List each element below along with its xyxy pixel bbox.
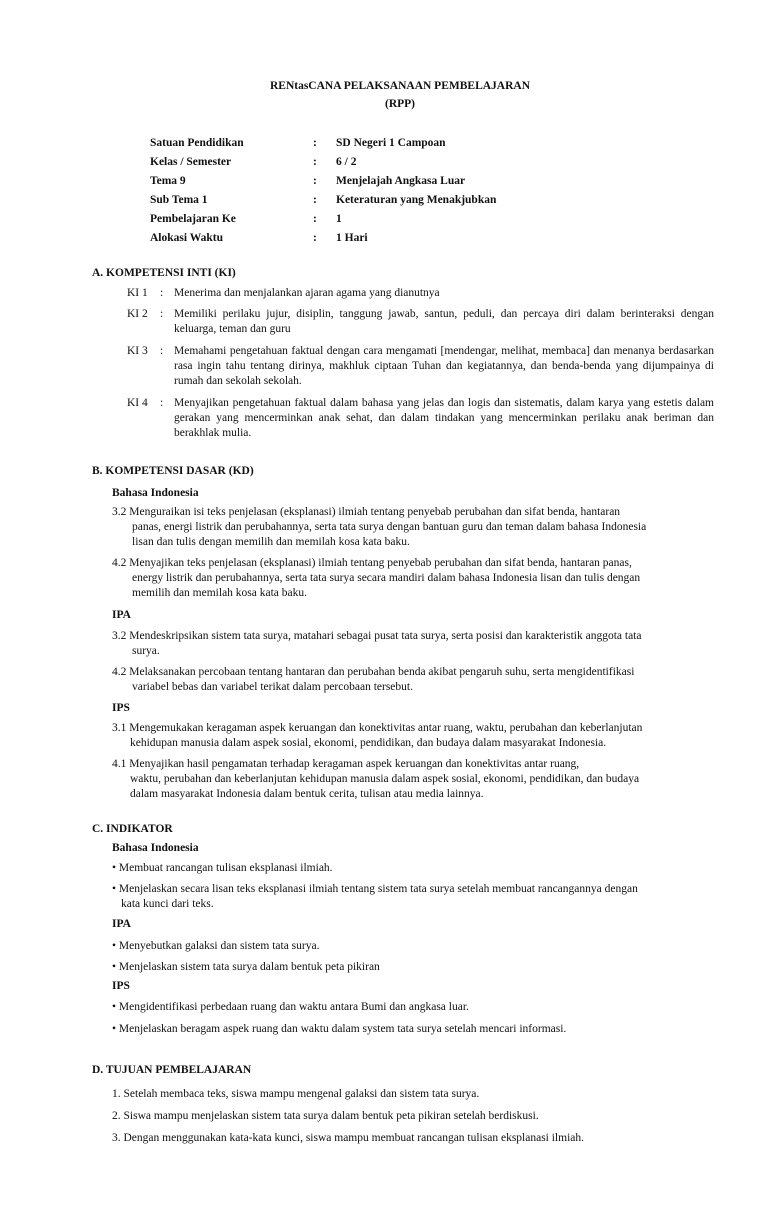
objective-item: 3. Dengan menggunakan kata-kata kunci, siswa mampu membuat rancangan tulisan eksplanasi ilmiah. bbox=[112, 1132, 584, 1144]
indicator-line: kata kunci dari teks. bbox=[121, 898, 214, 910]
indicator-item bbox=[112, 1000, 712, 1015]
ki-text: Menerima dan menjalankan ajaran agama yang dianutnya bbox=[174, 287, 440, 299]
kd-item-line: 4.2 Melaksanakan percobaan tentang hantaran dan perubahan benda akibat pengaruh suhu, serta mengidentifikasi bbox=[112, 666, 635, 678]
ki-code: KI 3 bbox=[127, 345, 148, 357]
ki-colon: : bbox=[160, 397, 164, 409]
identity-colon: : bbox=[313, 137, 317, 149]
ki-text: Memiliki perilaku jujur, disiplin, tanggung jawab, santun, peduli, dan percaya diri dalam berinteraksi dengan keluarga, teman dan guru bbox=[174, 308, 714, 335]
ki-colon: : bbox=[160, 308, 164, 320]
indicator-item bbox=[112, 882, 712, 912]
identity-colon: : bbox=[313, 213, 317, 225]
document-title: RENtasCANA PELAKSANAAN PEMBELAJARAN bbox=[269, 80, 531, 92]
identity-label: Alokasi Waktu bbox=[150, 232, 223, 244]
indicator-line: • Menyebutkan galaksi dan sistem tata surya. bbox=[112, 940, 320, 952]
section-a-heading: A. KOMPETENSI INTI (KI) bbox=[92, 267, 236, 279]
kd-item-line: 3.1 Mengemukakan keragaman aspek keruangan dan konektivitas antar ruang, waktu, perubahan dan keberlanjutan bbox=[112, 722, 643, 734]
identity-label: Kelas / Semester bbox=[150, 156, 232, 168]
indicator-line: • Menjelaskan sistem tata surya dalam bentuk peta pikiran bbox=[112, 961, 380, 973]
kd-item-line: surya. bbox=[132, 645, 160, 657]
kd-item-line: variabel bebas dan variabel terikat dalam percobaan tersebut. bbox=[132, 681, 413, 693]
identity-value: 1 bbox=[336, 213, 342, 225]
identity-value: Keteraturan yang Menakjubkan bbox=[336, 194, 497, 206]
indicator-line: • Menjelaskan beragam aspek ruang dan waktu dalam system tata surya setelah mencari informasi. bbox=[112, 1023, 567, 1035]
identity-value: 6 / 2 bbox=[336, 156, 357, 168]
subject-heading-ipa: IPA bbox=[112, 609, 131, 621]
indicator-line: • Menjelaskan secara lisan teks eksplanasi ilmiah tentang sistem tata surya setelah membuat rancangannya dengan bbox=[112, 883, 638, 895]
section-b-heading: B. KOMPETENSI DASAR (KD) bbox=[92, 465, 254, 477]
subject-heading-ipa: IPA bbox=[112, 918, 131, 930]
document-subtitle: (RPP) bbox=[384, 98, 415, 110]
identity-label: Satuan Pendidikan bbox=[150, 137, 244, 149]
kd-item-line: 4.1 Menyajikan hasil pengamatan terhadap keragaman aspek keruangan dan konektivitas antar ruang, bbox=[112, 758, 580, 770]
ki-colon: : bbox=[160, 287, 164, 299]
indicator-item bbox=[112, 960, 712, 975]
identity-colon: : bbox=[313, 232, 317, 244]
subject-heading-ips: IPS bbox=[112, 702, 130, 714]
indicator-item bbox=[112, 861, 712, 876]
kd-item-line: energy listrik dan perubahannya, serta tata surya secara mandiri dalam bahasa Indonesia lisan dan tulis dengan bbox=[132, 572, 641, 584]
kd-item bbox=[112, 665, 712, 695]
identity-colon: : bbox=[313, 194, 317, 206]
kd-item-line: 3.2 Mendeskripsikan sistem tata surya, matahari sebagai pusat tata surya, serta posisi dan karakteristik anggota tata bbox=[112, 630, 642, 642]
subject-heading-bahasa: Bahasa Indonesia bbox=[112, 842, 199, 854]
kd-item-line: memilih dan memilah kosa kata baku. bbox=[132, 587, 308, 599]
subject-heading-bahasa: Bahasa Indonesia bbox=[112, 487, 199, 499]
kd-item-line: 4.2 Menyajikan teks penjelasan (eksplanasi) ilmiah tentang penyebab perubahan dan sifat benda, hantaran panas, bbox=[112, 557, 632, 569]
objective-item: 2. Siswa mampu menjelaskan sistem tata surya dalam bentuk peta pikiran setelah berdiskusi. bbox=[112, 1110, 539, 1122]
identity-value: Menjelajah Angkasa Luar bbox=[336, 175, 466, 187]
indicator-item bbox=[112, 1022, 712, 1037]
section-c-heading: C. INDIKATOR bbox=[92, 823, 173, 835]
indicator-line: • Membuat rancangan tulisan eksplanasi ilmiah. bbox=[112, 862, 333, 874]
kd-item bbox=[112, 721, 712, 751]
kd-item bbox=[112, 505, 712, 550]
indicator-item bbox=[112, 939, 712, 954]
ki-text: Menyajikan pengetahuan faktual dalam bahasa yang jelas dan logis dan sistematis, dalam karya yang estetis dalam gerakan yang mencerminkan anak sehat, dan dalam tindakan yang mencerminkan perilaku anak beriman dan berakhlak mulia. bbox=[174, 397, 714, 439]
indicator-line: • Mengidentifikasi perbedaan ruang dan waktu antara Bumi dan angkasa luar. bbox=[112, 1001, 469, 1013]
ki-code: KI 1 bbox=[127, 287, 148, 299]
kd-item-line: waktu, perubahan dan keberlanjutan kehidupan manusia dalam aspek sosial, ekonomi, pendidikan, dan budaya bbox=[130, 773, 640, 785]
identity-label: Sub Tema 1 bbox=[150, 194, 208, 206]
kd-item bbox=[112, 556, 712, 601]
identity-colon: : bbox=[313, 156, 317, 168]
identity-value: SD Negeri 1 Campoan bbox=[336, 137, 446, 149]
subject-heading-ips: IPS bbox=[112, 980, 130, 992]
ki-text: Memahami pengetahuan faktual dengan cara mengamati [mendengar, melihat, membaca] dan menanya berdasarkan rasa ingin tahu tentang dirinya, makhluk ciptaan Tuhan dan kegiatannya, dan benda-benda yang dijumpainya di rumah dan sekolah sekolah. bbox=[174, 345, 714, 387]
identity-label: Pembelajaran Ke bbox=[150, 213, 236, 225]
kd-item-line: panas, energi listrik dan perubahannya, serta tata surya dengan bantuan guru dan teman dalam bahasa Indonesia bbox=[132, 521, 647, 533]
kd-item-line: dalam masyarakat Indonesia dalam bentuk cerita, tulisan atau media lainnya. bbox=[130, 788, 484, 800]
objective-item: 1. Setelah membaca teks, siswa mampu mengenal galaksi dan sistem tata surya. bbox=[112, 1088, 480, 1100]
identity-colon: : bbox=[313, 175, 317, 187]
identity-value: 1 Hari bbox=[336, 232, 368, 244]
kd-item-line: kehidupan manusia dalam aspek sosial, ekonomi, pendidikan, dan budaya dalam masyarakat Indonesia. bbox=[130, 737, 607, 749]
kd-item bbox=[112, 757, 712, 802]
kd-item-line: lisan dan tulis dengan memilih dan memilah kosa kata baku. bbox=[132, 536, 410, 548]
ki-code: KI 2 bbox=[127, 308, 148, 320]
section-d-heading: D. TUJUAN PEMBELAJARAN bbox=[92, 1064, 252, 1076]
kd-item-line: 3.2 Menguraikan isi teks penjelasan (eksplanasi) ilmiah tentang penyebab perubahan dan sifat benda, hantaran bbox=[112, 506, 621, 518]
identity-label: Tema 9 bbox=[150, 175, 186, 187]
kd-item bbox=[112, 629, 712, 659]
ki-code: KI 4 bbox=[127, 397, 148, 409]
ki-colon: : bbox=[160, 345, 164, 357]
